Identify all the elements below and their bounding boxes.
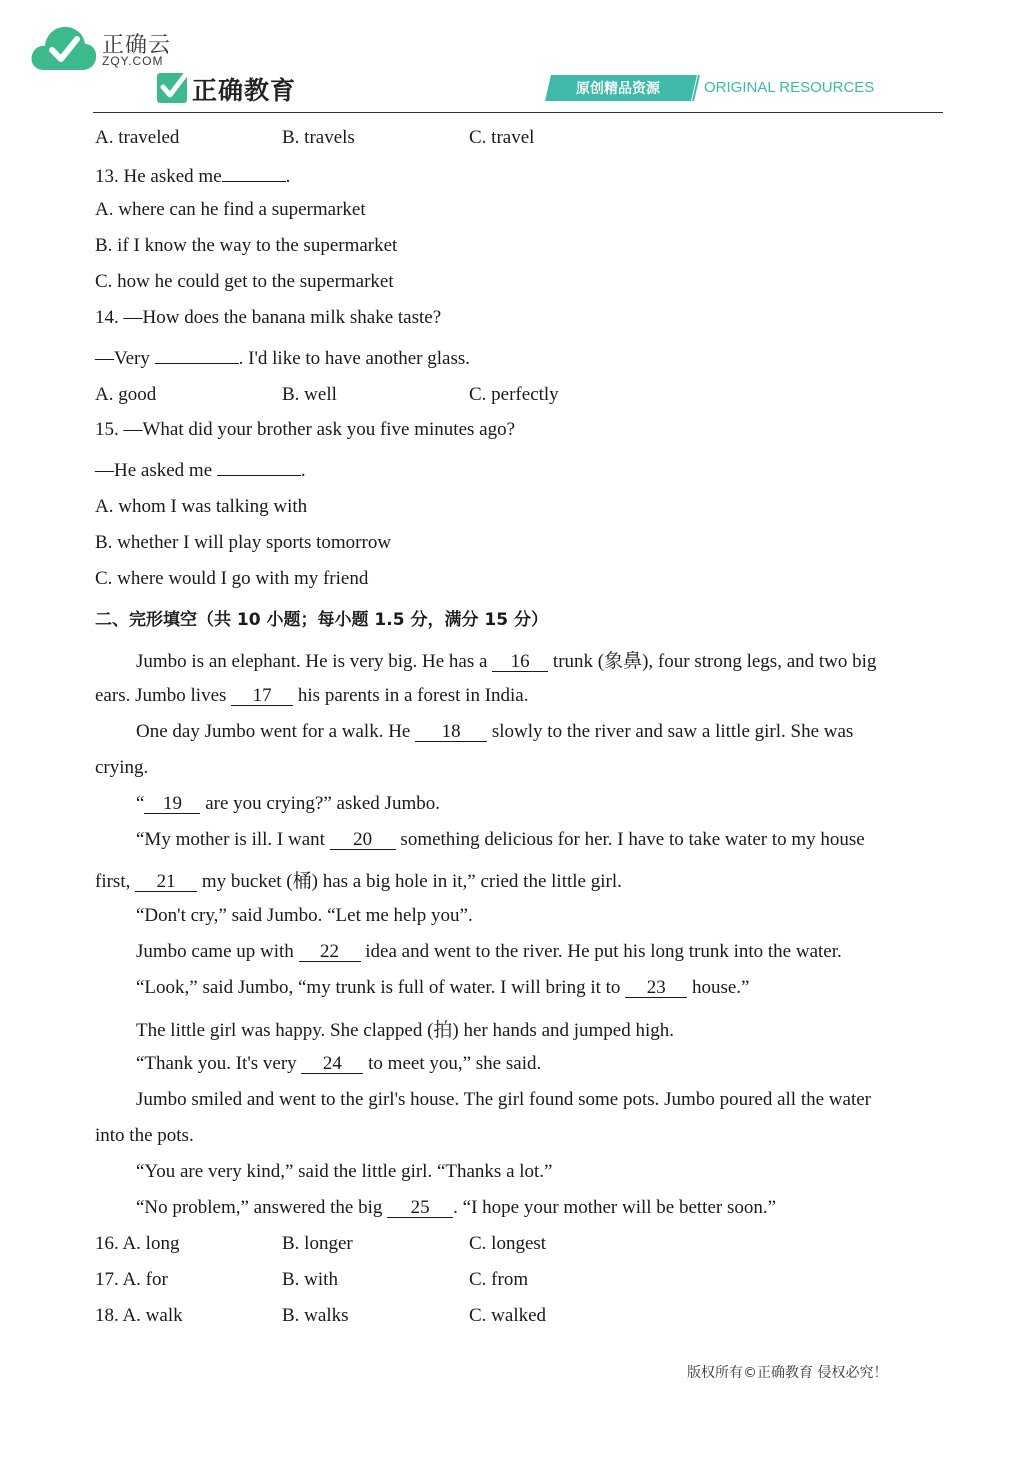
passage-text: “Thank you. It's very (136, 1053, 302, 1074)
q14-reply (95, 345, 470, 370)
logo-chinese-name: 正确云 (102, 33, 172, 58)
passage-line-8: “Don't cry,” said Jumbo. “Let me help you”. (136, 905, 473, 926)
q13-blank (222, 163, 286, 182)
q17-option-b: B. with (282, 1269, 338, 1290)
passage-line-13: Jumbo smiled and went to the girl's house. The girl found some pots. Jumbo poured all the water (136, 1089, 871, 1110)
q16-option-c: C. longest (469, 1233, 547, 1254)
passage-text: “Look,” said Jumbo, “my trunk is full of water. I will bring it to (136, 977, 626, 998)
passage-line-1 (136, 646, 876, 673)
q15-reply-end: . (300, 460, 306, 481)
q14-option-a: A. good (95, 384, 157, 405)
section-2-title: 二、完形填空（共 10 小题；每小题 1.5 分，满分 15 分） (95, 610, 548, 630)
q14-reply-start: —Very (95, 348, 155, 369)
copyright-footer: 版权所有©正确教育 侵权必究！ (687, 1365, 888, 1381)
q15-stem: 15. —What did your brother ask you five minutes ago? (95, 419, 516, 440)
passage-text: One day Jumbo went for a walk. He (136, 721, 416, 742)
header-divider (93, 112, 943, 113)
passage-line-2 (95, 685, 529, 707)
q15-option-c: C. where would I go with my friend (95, 568, 369, 589)
q16-option-b: B. longer (282, 1233, 353, 1254)
q15-blank (217, 457, 301, 476)
blank-21: 21 (135, 872, 197, 892)
q13-stem (95, 163, 290, 188)
passage-line-15: “You are very kind,” said the little girl. “Thanks a lot.” (136, 1161, 553, 1182)
passage-line-5 (136, 793, 440, 815)
q14-blank (155, 345, 239, 364)
ribbon-english-label: ORIGINAL RESOURCES (704, 79, 875, 96)
q14-reply-end: . I'd like to have another glass. (238, 348, 470, 369)
passage-text: Jumbo is an elephant. He is very big. He has a (136, 651, 493, 672)
passage-text: to meet you,” she said. (363, 1053, 542, 1074)
passage-text: house.” (687, 977, 750, 998)
passage-line-12 (136, 1053, 541, 1075)
passage-text: “ (136, 793, 145, 814)
passage-line-10 (136, 977, 749, 999)
passage-line-3 (136, 721, 853, 743)
q14-option-c: C. perfectly (469, 384, 559, 405)
passage-text: idea and went to the river. He put his long trunk into the water. (360, 941, 842, 962)
blank-20: 20 (330, 830, 396, 850)
blank-19: 19 (144, 794, 200, 814)
passage-text: ears. Jumbo lives (95, 685, 232, 706)
blank-22: 22 (299, 942, 361, 962)
q18-option-c: C. walked (469, 1305, 547, 1326)
passage-text: slowly to the river and saw a little girl. She was (487, 721, 854, 742)
passage-text: his parents in a forest in India. (293, 685, 529, 706)
q12-option-c: C. travel (469, 127, 535, 148)
q18-option-a: 18. A. walk (95, 1305, 183, 1326)
q14-stem: 14. —How does the banana milk shake taste? (95, 307, 442, 328)
passage-text: first, (95, 871, 136, 892)
brand-name: 正确教育 (192, 76, 297, 105)
passage-line-9 (136, 941, 842, 963)
logo-url: ZQY.COM (102, 54, 164, 68)
q13-stem-text: 13. He asked me (95, 166, 222, 187)
q13-stem-end: . (285, 166, 291, 187)
q12-option-a: A. traveled (95, 127, 180, 148)
ribbon-chinese-label: 原创精品资源 (576, 81, 660, 97)
blank-17: 17 (231, 686, 293, 706)
passage-line-6 (136, 829, 865, 851)
q12-option-b: B. travels (282, 127, 355, 148)
q13-option-a: A. where can he find a supermarket (95, 199, 366, 220)
passage-text: my bucket (桶) has a big hole in it,” cried the little girl. (197, 871, 622, 892)
passage-text: Jumbo came up with (136, 941, 299, 962)
q15-reply (95, 457, 306, 482)
q13-option-c: C. how he could get to the supermarket (95, 271, 394, 292)
blank-25: 25 (387, 1198, 453, 1218)
q15-option-a: A. whom I was talking with (95, 496, 308, 517)
q15-option-b: B. whether I will play sports tomorrow (95, 532, 392, 553)
page-header (0, 0, 1034, 115)
q14-option-b: B. well (282, 384, 337, 405)
passage-text: “No problem,” answered the big (136, 1197, 388, 1218)
q17-option-c: C. from (469, 1269, 529, 1290)
passage-line-14: into the pots. (95, 1125, 194, 1146)
blank-24: 24 (301, 1054, 363, 1074)
passage-line-4: crying. (95, 757, 149, 778)
brand-check-icon (156, 70, 190, 104)
q13-option-b: B. if I know the way to the supermarket (95, 235, 398, 256)
passage-text: something delicious for her. I have to take water to my house (395, 829, 865, 850)
passage-line-16 (136, 1197, 776, 1219)
passage-text: “My mother is ill. I want (136, 829, 330, 850)
passage-line-11: The little girl was happy. She clapped (拍) her hands and jumped high. (136, 1020, 675, 1041)
blank-18: 18 (415, 722, 487, 742)
blank-16: 16 (492, 652, 548, 672)
q18-option-b: B. walks (282, 1305, 349, 1326)
passage-text: trunk (象鼻), four strong legs, and two big (548, 651, 877, 672)
q16-option-a: 16. A. long (95, 1233, 180, 1254)
passage-text: . “I hope your mother will be better soon.” (453, 1197, 777, 1218)
passage-line-7 (95, 866, 622, 893)
q15-reply-start: —He asked me (95, 460, 217, 481)
blank-23: 23 (625, 978, 687, 998)
cloud-check-logo-icon (30, 22, 98, 72)
passage-text: are you crying?” asked Jumbo. (200, 793, 440, 814)
q17-option-a: 17. A. for (95, 1269, 168, 1290)
